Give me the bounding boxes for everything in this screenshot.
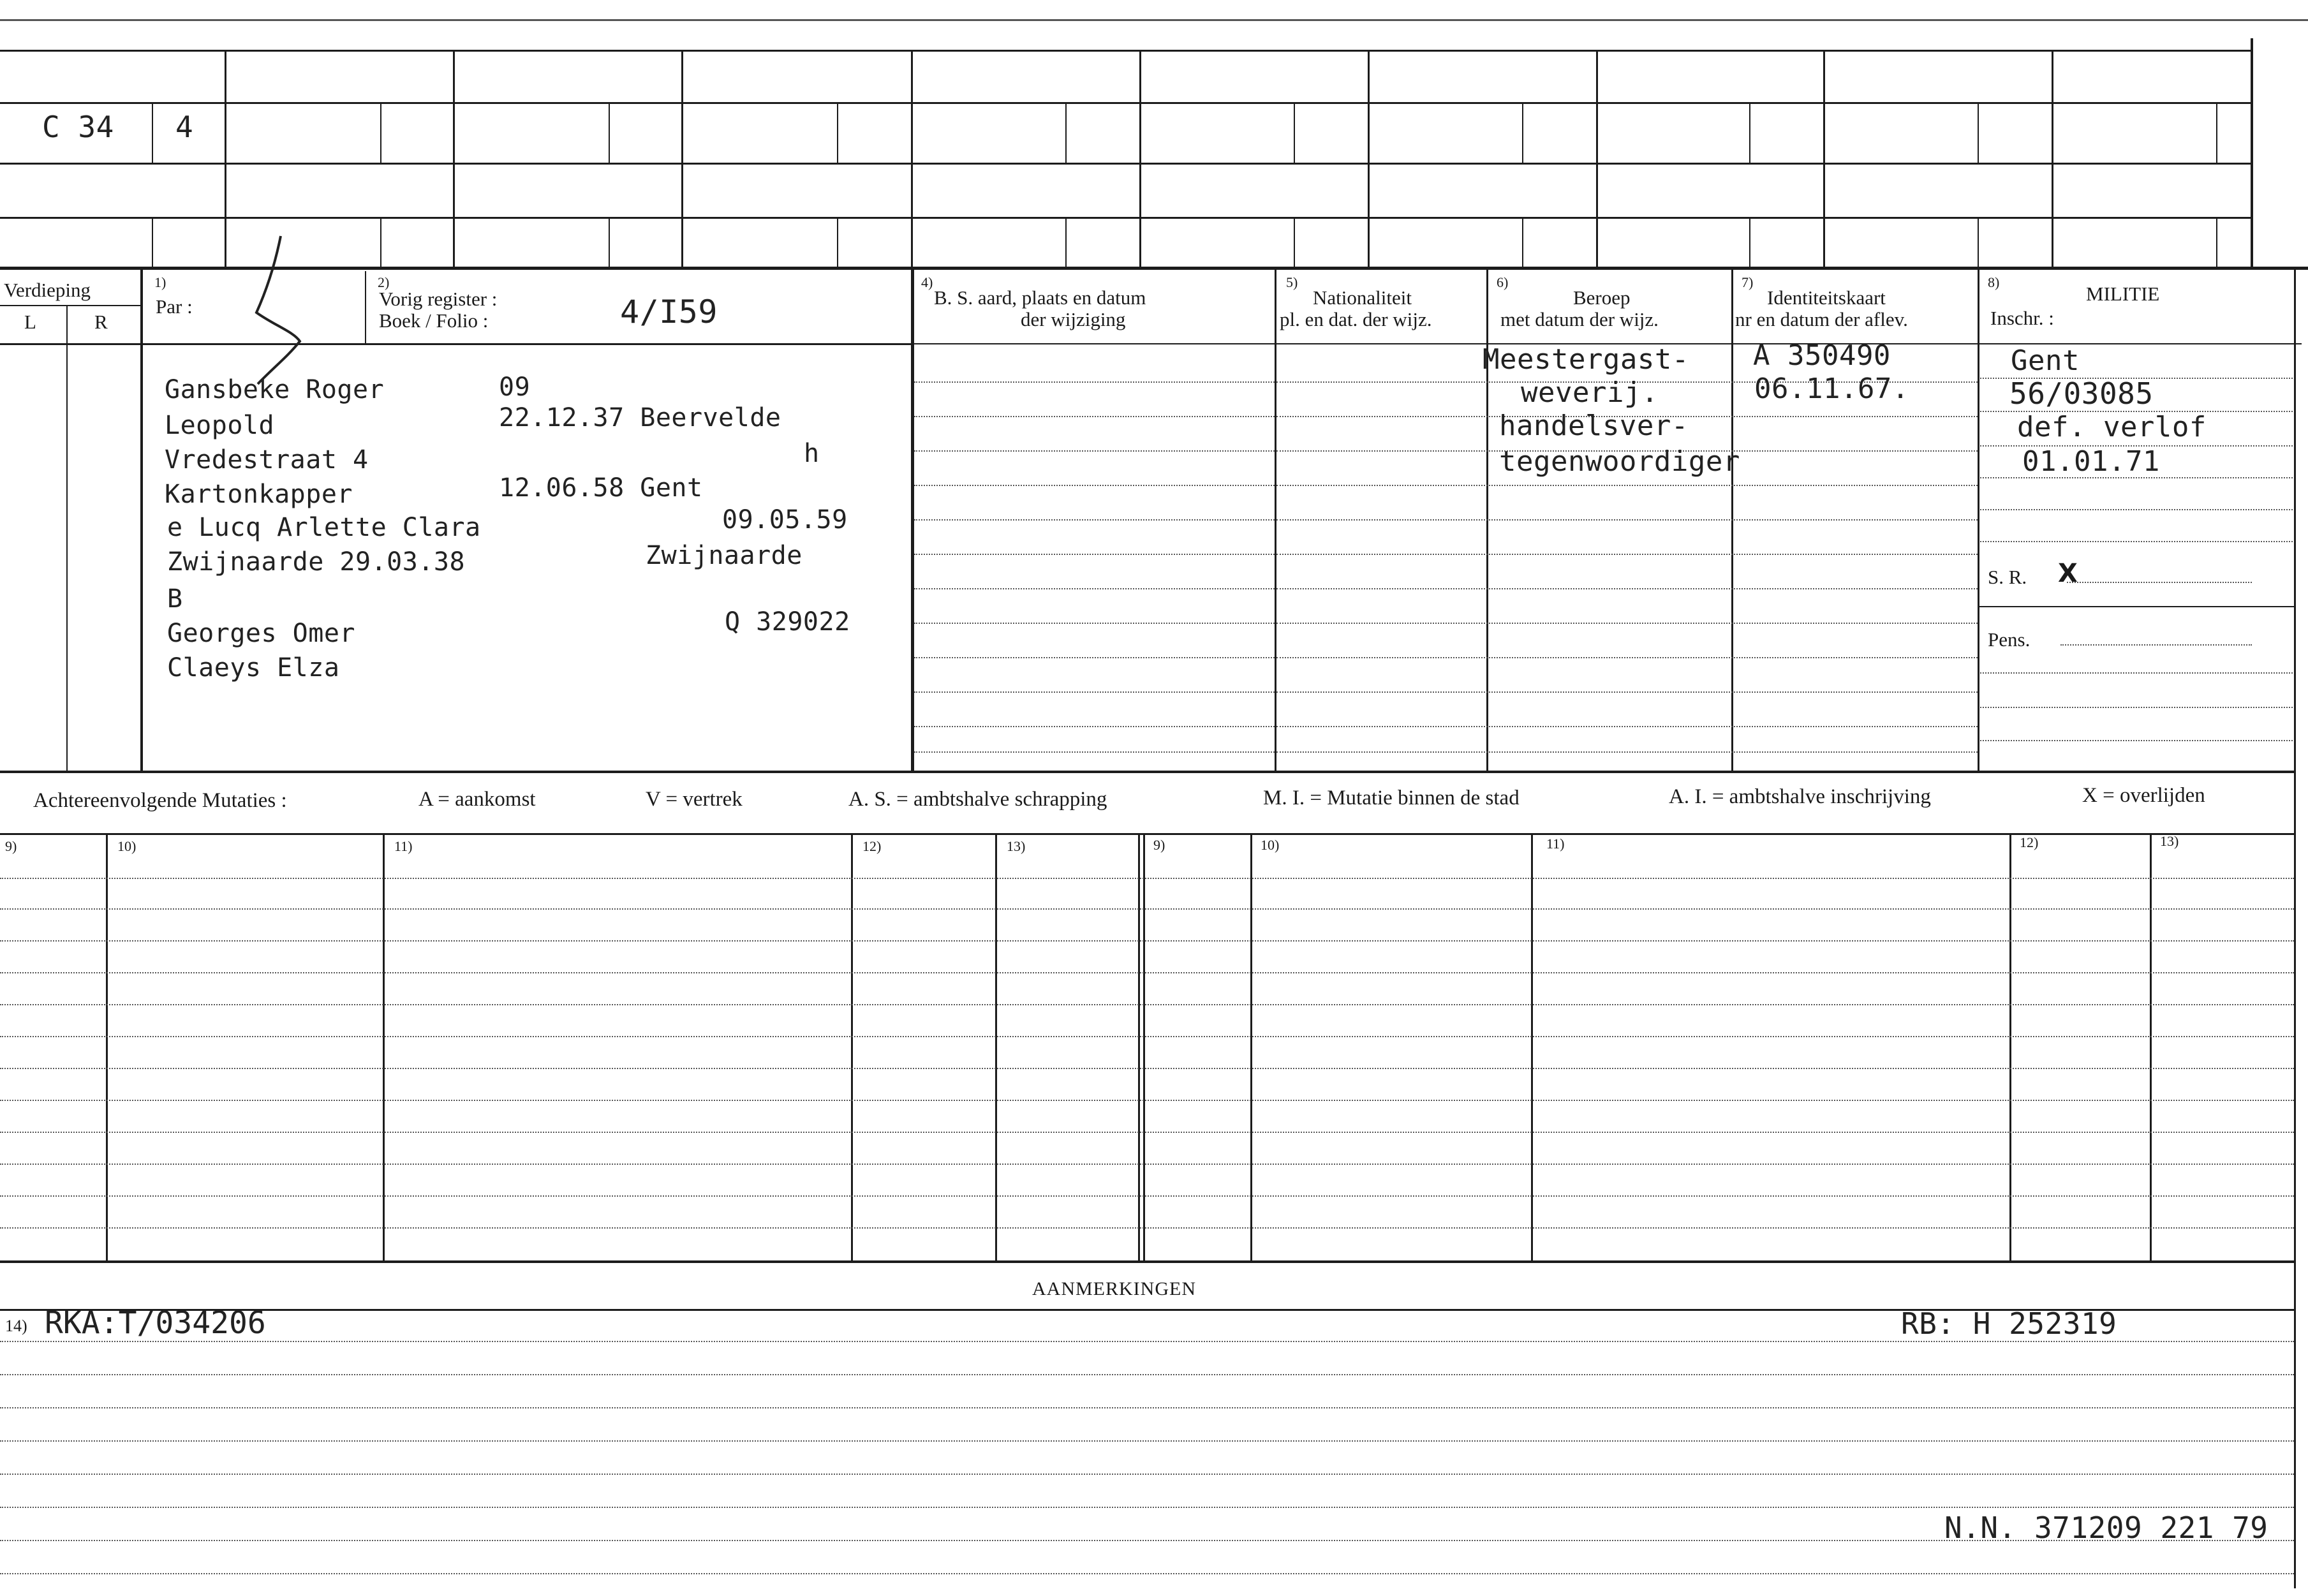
upper-block-bottom: [0, 771, 2294, 773]
vorig-register-label: Vorig register :: [379, 288, 498, 310]
col-10-right: 10): [1261, 837, 1280, 853]
legend-mi: M. I. = Mutatie binnen de stad: [1263, 787, 1520, 809]
col-13-right: 13): [2160, 833, 2179, 849]
parent-name: Georges Omer: [167, 619, 355, 648]
col-13-left: 13): [1007, 838, 1026, 854]
inschr-label: Inschr. :: [1990, 307, 2054, 329]
num-7: 7): [1742, 274, 1754, 290]
spouse-birthplace: Zwijnaarde 29.03.38: [167, 547, 466, 577]
legend-ai: A. I. = ambtshalve inschrijving: [1669, 785, 1931, 808]
par-handwritten-mark: [242, 230, 319, 395]
col-11-left: 11): [394, 838, 413, 854]
identiteit-date: 06.11.67.: [1754, 373, 1909, 405]
bs-header-line1: B. S. aard, plaats en datum: [934, 286, 1146, 309]
l-label: L: [24, 311, 36, 333]
militie-label: MILITIE: [2086, 283, 2160, 305]
beroep-3: handelsver-: [1499, 410, 1689, 442]
col-12-right: 12): [2020, 834, 2039, 850]
par-label: Par :: [156, 295, 193, 318]
num-1: 1): [154, 274, 166, 290]
num-8: 8): [1988, 274, 2000, 290]
spouse-residence: Zwijnaarde: [646, 541, 803, 570]
col-9-right: 9): [1153, 837, 1165, 853]
person-address: Vredestraat 4: [165, 445, 369, 475]
aanmerkingen-title: AANMERKINGEN: [1032, 1278, 1196, 1299]
spouse-date: 09.05.59: [722, 505, 848, 535]
register-value: 4/I59: [620, 293, 718, 330]
beroep-line1: Beroep: [1573, 286, 1631, 309]
identiteit-line1: Identiteitskaart: [1767, 286, 1886, 309]
col-10-left: 10): [117, 838, 137, 854]
militie-status: def. verlof: [2017, 411, 2207, 443]
legend-x: X = overlijden: [2082, 784, 2205, 807]
legend-as: A. S. = ambtshalve schrapping: [848, 788, 1107, 811]
person-firstname: Leopold: [165, 411, 275, 440]
nationaliteit-line1: Nationaliteit: [1313, 286, 1412, 309]
legend-v: V = vertrek: [646, 788, 743, 811]
beroep-2: weverij.: [1521, 376, 1659, 409]
bs-header-line2: der wijziging: [1021, 308, 1126, 330]
spouse-name: e Lucq Arlette Clara: [167, 513, 481, 542]
nn-value: N.N. 371209 221 79: [1944, 1511, 2268, 1545]
nationaliteit-line2: pl. en dat. der wijz.: [1280, 308, 1432, 330]
id-number: Q 329022: [725, 607, 850, 637]
verdieping-label: Verdieping: [4, 279, 91, 301]
marker-b: B: [167, 584, 183, 614]
rb-value: RB: H 252319: [1901, 1306, 2117, 1341]
person-birthdate: 22.12.37 Beervelde: [499, 403, 781, 432]
col-12-left: 12): [862, 838, 882, 854]
militie-number: 56/03085: [2009, 376, 2154, 411]
beroep-line2: met datum der wijz.: [1500, 308, 1659, 330]
grid-number: 4: [175, 110, 194, 144]
top-border: [0, 19, 2308, 21]
person-date-place: 12.06.58 Gent: [499, 473, 703, 503]
person-mark-h: h: [804, 439, 820, 468]
person-name: Gansbeke Roger: [165, 375, 385, 404]
col-11-right: 11): [1546, 836, 1565, 852]
col-9-left: 9): [5, 838, 17, 854]
pens-label: Pens.: [1988, 628, 2031, 651]
num-6: 6): [1497, 274, 1509, 290]
rka-value: RKA:T/034206: [45, 1305, 266, 1341]
num-2: 2): [378, 274, 390, 290]
sr-label: S. R.: [1988, 566, 2027, 588]
aanmerkingen-num: 14): [5, 1317, 27, 1335]
identiteit-line2: nr en datum der aflev.: [1735, 308, 1908, 330]
beroep-1: Meestergast-: [1483, 343, 1689, 376]
person-code: 09: [499, 373, 531, 402]
person-occupation: Kartonkapper: [165, 480, 353, 509]
identiteit-number: A 350490: [1753, 339, 1891, 372]
beroep-4: tegenwoordiger: [1499, 445, 1740, 478]
num-5: 5): [1286, 274, 1298, 290]
boek-folio-label: Boek / Folio :: [379, 309, 489, 332]
r-label: R: [94, 311, 108, 333]
militie-date: 01.01.71: [2022, 445, 2160, 478]
parent-name-2: Claeys Elza: [167, 653, 340, 683]
sr-mark: X: [2058, 559, 2078, 588]
num-4: 4): [921, 274, 933, 290]
legend-a: A = aankomst: [418, 788, 536, 811]
legend-title: Achtereenvolgende Mutaties :: [33, 789, 287, 812]
grid-code: C 34: [42, 110, 114, 144]
militie-place: Gent: [2011, 344, 2080, 377]
